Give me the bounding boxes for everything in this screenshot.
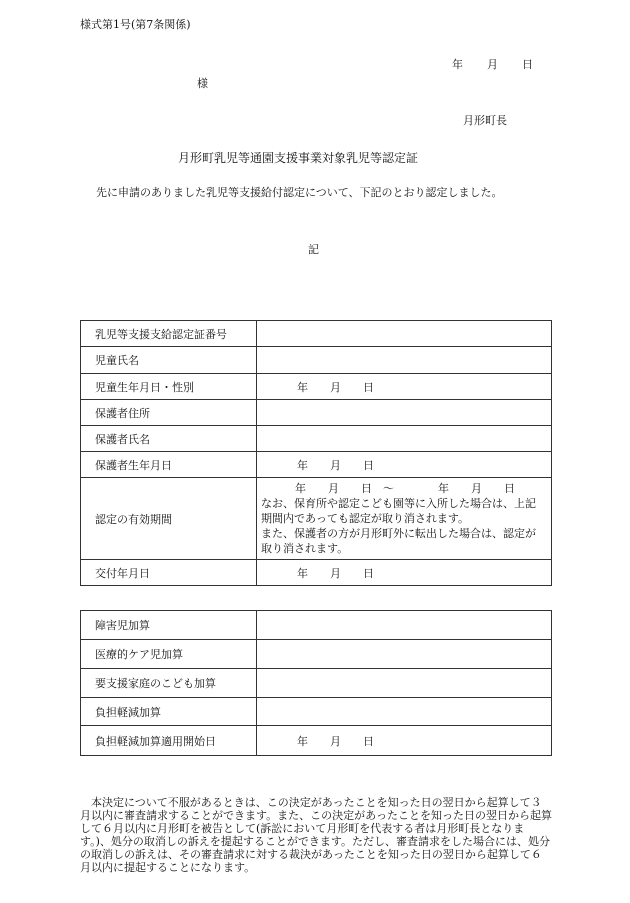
intro-text: 先に申請のありました乳児等支援給付認定について、下記のとおり認定しました。 (96, 186, 503, 199)
issuer: 月形町長 (463, 114, 507, 127)
row-value: 年 月 日 (257, 726, 552, 756)
row-label: 保護者氏名 (81, 426, 257, 452)
table-row (81, 374, 552, 400)
row-value: 年 月 日 (257, 452, 552, 478)
row-label: 負担軽減加算適用開始日 (81, 726, 257, 756)
row-value (257, 400, 552, 426)
form-number: 様式第1号(第7条関係) (80, 18, 191, 31)
row-label: 保護者生年月日 (81, 452, 257, 478)
certificate-table (80, 320, 552, 586)
row-label: 児童生年月日・性別 (81, 374, 257, 400)
table-row (81, 560, 552, 586)
row-value (257, 321, 552, 347)
row-label: 乳児等支援支給認定証番号 (81, 321, 257, 347)
validity-note-1: なお、保育所や認定こども園等に入所した場合は、上記期間内であっても認定が取り消されます。 (261, 497, 536, 525)
table-row (81, 640, 552, 669)
ki-heading: 記 (308, 243, 319, 256)
date-year: 年 (452, 58, 463, 71)
row-label: 要支援家庭のこども加算 (81, 669, 257, 698)
validity-cell (257, 478, 552, 560)
row-value (257, 426, 552, 452)
row-value (257, 347, 552, 374)
row-value: 年 月 日 (257, 374, 552, 400)
row-value: 年 月 日 (257, 560, 552, 586)
row-value (257, 669, 552, 698)
validity-note-2: また、保護者の方が月形町外に転出した場合は、認定が取り消されます。 (261, 527, 536, 555)
table-row (81, 426, 552, 452)
row-label: 交付年月日 (81, 560, 257, 586)
date-day: 日 (522, 58, 533, 71)
row-label: 児童氏名 (81, 347, 257, 374)
table-row (81, 611, 552, 640)
table-row (81, 698, 552, 726)
date-line (452, 56, 533, 72)
row-label: 医療的ケア児加算 (81, 640, 257, 669)
row-label: 負担軽減加算 (81, 698, 257, 726)
date-month: 月 (487, 58, 498, 71)
table-row-validity (81, 478, 552, 560)
row-value (257, 640, 552, 669)
validity-date-range: 年 月 日 〜 年 月 日 (295, 482, 515, 495)
row-label: 保護者住所 (81, 400, 257, 426)
table-row (81, 321, 552, 347)
table-row (81, 669, 552, 698)
row-label: 障害児加算 (81, 611, 257, 640)
appeal-notice: 本決定について不服があるときは、この決定があったことを知った日の翌日から起算して３月以内に審査請求することができます。また、この決定があったことを知った日の翌日から起算して６月以内に月形町を被告として(訴訟において月形町を代表する者は月形町長となります。)、処分の取消しの訴えを提起することができます。ただし、審査請求をした場合には、処分の取消しの訴えは、その審査請求に対する裁決があったことを知った日の翌日から起算して６月以内に提起することになります。 (80, 796, 553, 874)
row-value (257, 611, 552, 640)
row-value (257, 698, 552, 726)
addressee-suffix: 様 (197, 77, 208, 90)
table-row (81, 726, 552, 756)
table-row (81, 347, 552, 374)
table-row (81, 400, 552, 426)
table-row (81, 452, 552, 478)
surcharge-table (80, 610, 552, 756)
row-label: 認定の有効期間 (81, 478, 257, 560)
page-title: 月形町乳児等通園支援事業対象乳児等認定証 (178, 151, 419, 165)
